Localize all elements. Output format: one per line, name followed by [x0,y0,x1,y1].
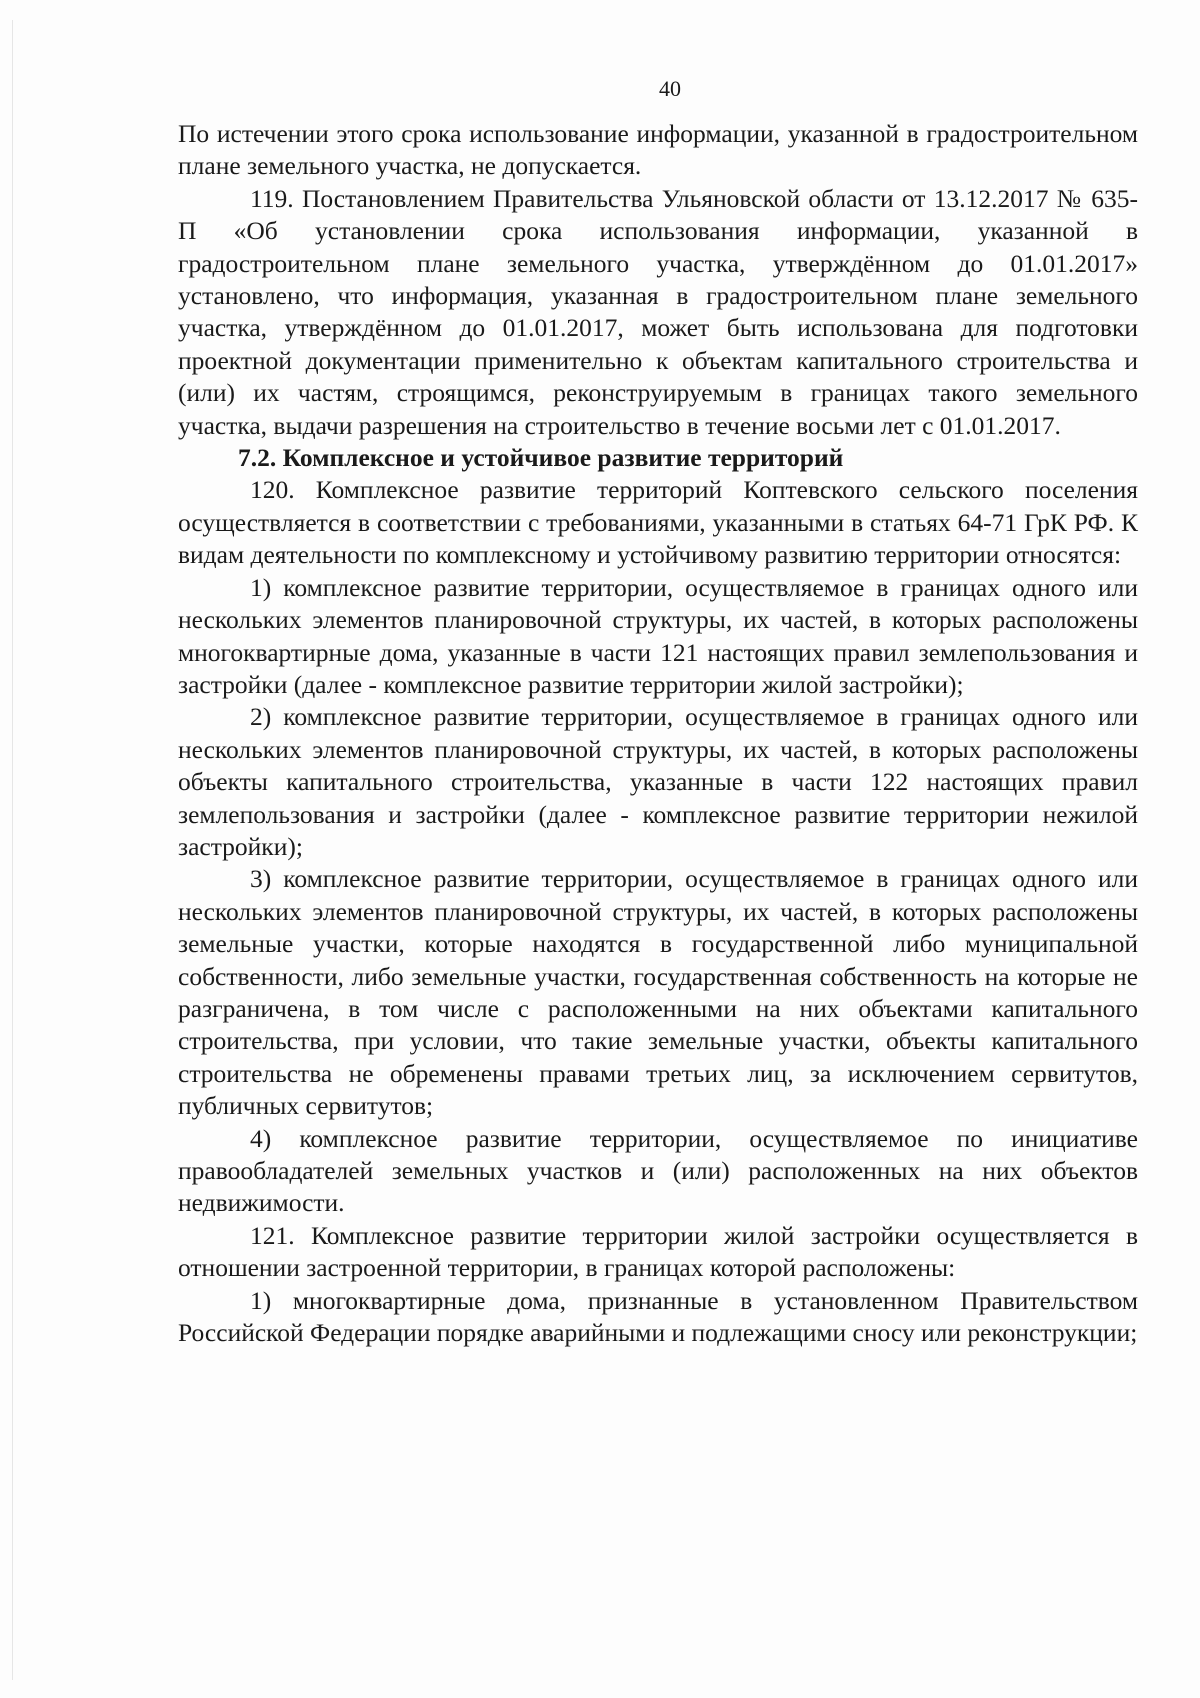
page-number: 40 [659,76,681,101]
list-item-120-1: 1) комплексное развитие территории, осуществляемое в границах одного или нескольких элементов планировочной структуры, их частей, в которых расположены многоквартирные дома, указанные в части 121 настоящих правил землепользования и застройки (далее - комплексное развитие территории жилой застройки); [178,572,1138,699]
paragraph-121: 121. Комплексное развитие территории жилой застройки осуществляется в отношении застроенной территории, в границах которой расположены: [178,1220,1138,1283]
paragraph-119: 119. Постановлением Правительства Ульяновской области от 13.12.2017 № 635-П «Об установлении срока использования информации, указанной в градостроительном плане земельного участка, утверждённом до 01.01.2017» установлено, что информация, указанная в градостроительном плане земельного участка, утверждённом до 01.01.2017, может быть использована для подготовки проектной документации применительно к объектам капитального строительства и (или) их частям, строящимся, реконструируемым в границах такого земельного участка, выдачи разрешения на строительство в течение восьми лет с 01.01.2017. [178,183,1138,440]
paragraph-term-expiry: По истечении этого срока использование информации, указанной в градостроительном плане земельного участка, не допускается. [178,119,1138,181]
document-body [178,118,1138,1349]
list-item-120-4: 4) комплексное развитие территории, осуществляемое по инициативе правообладателей земельных участков и (или) расположенных на них объектов недвижимости. [178,1123,1138,1218]
list-item-120-3: 3) комплексное развитие территории, осуществляемое в границах одного или нескольких элементов планировочной структуры, их частей, в которых расположены земельные участки, которые находятся в государственной либо муниципальной собственности, либо земельные участки, государственная собственность на которые не разграничена, в том числе с расположенными на них объектами капитального строительства, при условии, что такие земельные участки, объекты капитального строительства не обременены правами третьих лиц, за исключением сервитутов, публичных сервитутов; [178,864,1138,1121]
section-heading: 7.2. Комплексное и устойчивое развитие территорий [238,443,844,473]
paragraph-120: 120. Комплексное развитие территорий Коптевского сельского поселения осуществляется в соответствии с требованиями, указанными в статьях 64-71 ГрК РФ. К видам деятельности по комплексному и устойчивому развитию территории относятся: [178,475,1138,570]
list-item-120-2: 2) комплексное развитие территории, осуществляемое в границах одного или нескольких элементов планировочной структуры, их частей, в которых расположены объекты капитального строительства, указанные в части 122 настоящих правил землепользования и застройки (далее - комплексное развитие территории нежилой застройки); [178,702,1138,861]
list-item-121-1: 1) многоквартирные дома, признанные в установленном Правительством Российской Федерации порядке аварийными и подлежащими сносу или реконструкции; [178,1285,1138,1348]
scan-edge [12,20,13,1680]
